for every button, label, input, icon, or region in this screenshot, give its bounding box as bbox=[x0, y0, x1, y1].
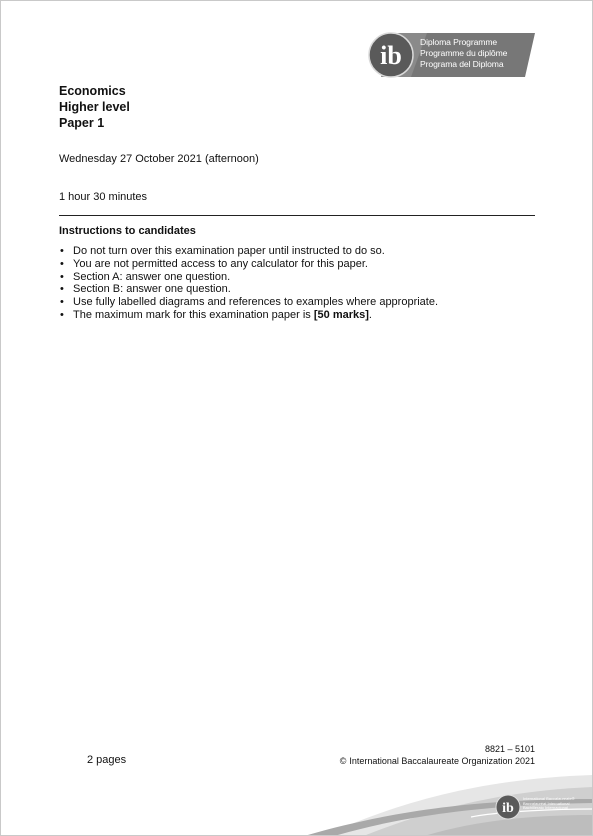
instruction-item bbox=[59, 271, 438, 284]
max-mark: [50 marks] bbox=[313, 308, 369, 321]
programme-line-en: Diploma Programme bbox=[420, 37, 498, 47]
instruction-text: Section B: answer one question. bbox=[73, 283, 231, 296]
paper-code: 8821 – 5101 bbox=[484, 744, 535, 754]
copyright-icon: © bbox=[339, 756, 347, 766]
bullet: • bbox=[60, 245, 64, 257]
footer-logo-line-es: Bachillerato Internacional bbox=[523, 805, 568, 811]
max-mark-suffix: . bbox=[368, 308, 372, 321]
instruction-text: Use fully labelled diagrams and references to examples where appropriate. bbox=[73, 296, 439, 309]
footer-logo-line-fr: Baccalauréat International bbox=[523, 800, 570, 806]
programme-line-fr: Programme du diplôme bbox=[420, 48, 508, 58]
bullet: • bbox=[60, 296, 64, 309]
instruction-item bbox=[59, 283, 438, 296]
bullet: • bbox=[60, 257, 64, 270]
subject: Economics bbox=[59, 84, 126, 98]
bullet: • bbox=[60, 270, 64, 283]
exam-title bbox=[59, 83, 130, 131]
exam-date: Wednesday 27 October 2021 (afternoon) bbox=[59, 153, 259, 165]
instructions-list bbox=[59, 245, 438, 322]
instruction-item bbox=[59, 296, 438, 309]
bullet: • bbox=[60, 308, 64, 321]
copyright-text: International Baccalaureate Organization 2021 bbox=[349, 756, 535, 766]
instruction-item bbox=[59, 309, 438, 322]
paper: Paper 1 bbox=[59, 116, 105, 130]
ib-diploma-logo bbox=[367, 32, 537, 78]
exam-duration: 1 hour 30 minutes bbox=[59, 191, 148, 203]
level: Higher level bbox=[59, 100, 130, 114]
footer-logo-line-en: International Baccalaureate® bbox=[523, 796, 575, 801]
divider bbox=[59, 215, 535, 216]
instruction-item bbox=[59, 258, 438, 271]
page-count: 2 pages bbox=[87, 754, 127, 766]
programme-line-es: Programa del Diploma bbox=[420, 59, 504, 69]
bullet: • bbox=[60, 283, 64, 296]
programme-name-lines bbox=[420, 37, 507, 70]
instruction-text: You are not permitted access to any calculator for this paper. bbox=[73, 257, 368, 270]
svg-text:ib: ib bbox=[502, 801, 514, 816]
instruction-text: Section A: answer one question. bbox=[73, 270, 231, 283]
instruction-item bbox=[59, 245, 438, 258]
instruction-text: The maximum mark for this examination paper is bbox=[73, 308, 311, 321]
footer-logo-text bbox=[523, 797, 575, 811]
instructions-heading: Instructions to candidates bbox=[59, 225, 196, 237]
svg-text:ib: ib bbox=[380, 41, 402, 70]
instruction-text: Do not turn over this examination paper until instructed to do so. bbox=[73, 245, 385, 257]
